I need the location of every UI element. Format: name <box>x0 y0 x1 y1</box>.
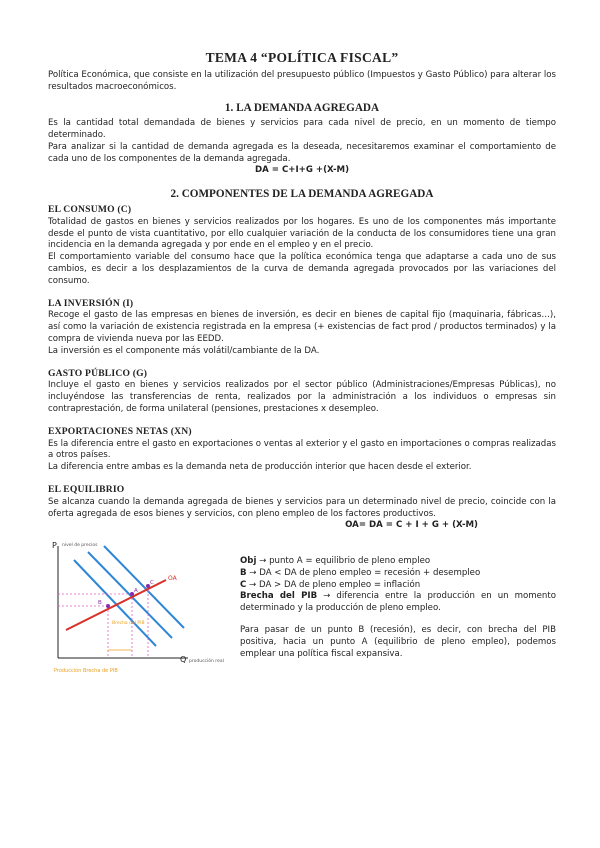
da-curve-1 <box>74 560 156 646</box>
c-line <box>240 580 556 592</box>
obj-label: Obj <box>240 556 257 567</box>
section-2-heading: 2. COMPONENTES DE LA DEMANDA AGREGADA <box>170 188 434 201</box>
da-curve-3 <box>104 546 184 628</box>
exportaciones-heading: EXPORTACIONES NETAS (XN) <box>48 425 192 437</box>
equilibrio-row <box>48 538 556 688</box>
gasto-paragraph-1: Incluye el gasto en bienes y servicios realizados por el sector público (Administraciones/Empresas Públicas), no incluyéndose las transferencias de renta, realizados por la administración a los individuos o empresas sin contraprestación, de forma unilateral (pensiones, prestaciones x desempleo. <box>48 380 556 414</box>
b-label: B <box>240 567 247 578</box>
brecha-note: Brecha del PIB <box>112 621 145 627</box>
da-formula: DA = C+I+G +(X-M) <box>254 165 350 176</box>
x-axis-label: Q <box>180 655 187 665</box>
section-1-heading: 1. LA DEMANDA AGREGADA <box>224 102 380 115</box>
c-label: C <box>240 579 247 590</box>
equilibrio-final-paragraph: Para pasar de un punto B (recesión), es decir, con brecha del PIB positiva, hacia un punto A (equilibrio de pleno empleo), podemos emplear una política fiscal expansiva. <box>240 625 556 659</box>
consumo-paragraph-2: El comportamiento variable del consumo hace que la política económica tenga que adaptarse a cada uno de sus cambios, es decir a los desplazamientos de la curva de demanda agregada provocados por las variaciones del consumo. <box>48 252 556 286</box>
exportaciones-paragraph-1: Es la diferencia entre el gasto en exportaciones o ventas al exterior y el gasto en importaciones o compras realizadas a otros países. <box>48 438 556 461</box>
y-axis-label: P <box>52 541 57 551</box>
document-page <box>48 52 556 688</box>
graph-caption: Producción Brecha de PIB <box>54 668 118 675</box>
equilibrio-paragraph-1: Se alcanza cuando la demanda agregada de bienes y servicios para un determinado nivel de precio, coincide con la oferta agregada de esos bienes y servicios, con pleno empleo de los factores productivos. <box>48 496 556 519</box>
brecha-label: Brecha del PIB <box>240 591 318 602</box>
intro-paragraph: Política Económica, que consiste en la utilización del presupuesto público (Impuestos y Gasto Público) para alterar los resultados macroeconómicos. <box>48 69 556 92</box>
section-1-paragraph-2: Para analizar si la cantidad de demanda agregada es la deseada, necesitaremos examinar el comportamiento de cada uno de los componentes de la demanda agregada. <box>48 141 556 164</box>
obj-text: → punto A = equilibrio de pleno empleo <box>256 556 431 567</box>
b-text: → DA < DA de pleno empleo = recesión + desempleo <box>246 567 481 578</box>
point-b-marker <box>106 604 110 608</box>
x-axis-note: producción real <box>189 659 224 665</box>
oa-da-formula: OA= DA = C + I + G + (X-M) <box>345 520 478 531</box>
exportaciones-paragraph-2: La diferencia entre ambas es la demanda neta de producción interior que hacen desde el exterior. <box>48 462 472 473</box>
b-line <box>240 568 556 580</box>
inversion-heading: LA INVERSIÓN (I) <box>48 297 134 309</box>
point-c-label: C <box>150 580 154 587</box>
obj-line <box>240 556 556 568</box>
section-1-paragraph-1: Es la cantidad total demandada de bienes y servicios para cada nivel de precio, en un momento de tiempo determinado. <box>48 118 556 140</box>
inversion-paragraph-1: Recoge el gasto de las empresas en bienes de inversión, es decir en bienes de capital fijo (maquinaria, fábricas…), así como la variación de existencia registrada en la empresa (+ existencias de fact prod / productos terminados) y la compra de vivienda nueva por las EEDD. <box>48 310 556 344</box>
brecha-text: → diferencia entre la producción en un momento determinado y la producción de pleno empleo. <box>240 591 556 614</box>
gasto-heading: GASTO PÚBLICO (G) <box>48 367 148 379</box>
y-axis-note: nivel de precios <box>62 543 98 549</box>
oa-label: OA <box>168 575 177 583</box>
brecha-line <box>240 591 556 615</box>
consumo-paragraph-1: Totalidad de gastos en bienes y servicios realizados por los hogares. Es uno de los componentes más importante desde el punto de vista cuantitativo, por ello cualquier variación de la conducta de los consumidores tiene una gran incidencia en la demanda agregada y por ende en el empleo y en el precio. <box>48 216 556 251</box>
equilibrio-explanation <box>240 556 556 688</box>
inversion-paragraph-2: La inversión es el componente más volátil/cambiante de la DA. <box>48 345 320 356</box>
point-b-label: B <box>98 600 102 607</box>
equilibrium-graph <box>48 538 228 688</box>
equilibrio-heading: EL EQUILIBRIO <box>48 483 125 495</box>
point-a-label: A <box>134 588 138 595</box>
page-title: TEMA 4 “POLÍTICA FISCAL” <box>205 50 399 65</box>
consumo-heading: EL CONSUMO (C) <box>48 203 132 215</box>
c-text: → DA > DA de pleno empleo = inflación <box>246 579 421 590</box>
